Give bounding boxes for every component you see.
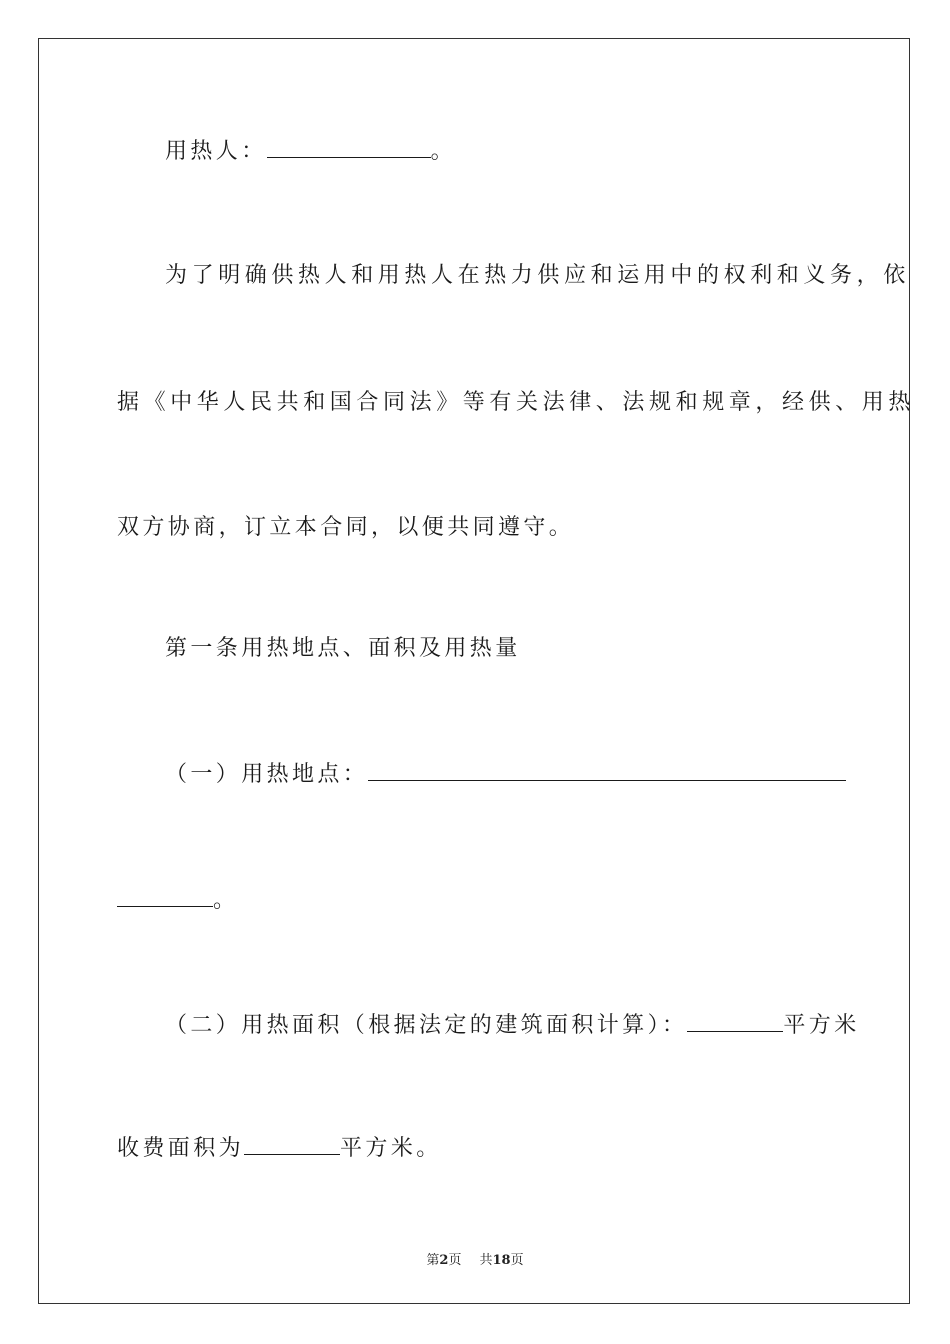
item2-unit: 平方米 <box>783 1013 860 1038</box>
item2-label: （二）用热面积（根据法定的建筑面积计算）： <box>165 1013 688 1038</box>
page-footer <box>39 1249 911 1268</box>
heat-location-blank <box>368 762 846 781</box>
heat-user-label: 用热人： <box>165 139 267 164</box>
fee-area-blank <box>244 1136 340 1155</box>
item2-line <box>165 1012 860 1040</box>
page-number: 2 <box>439 1253 449 1268</box>
item1-line <box>165 761 846 789</box>
total-prefix: 共 <box>479 1253 493 1268</box>
item1-end: 。 <box>213 888 239 913</box>
page-suffix: 页 <box>448 1253 462 1268</box>
page-total: 18 <box>492 1253 511 1268</box>
heat-location-blank-cont <box>117 888 213 907</box>
fee-area-unit: 平方米。 <box>340 1136 442 1161</box>
item1-label: （一）用热地点： <box>165 762 369 787</box>
heat-area-blank <box>687 1013 783 1032</box>
fee-area-line <box>117 1135 442 1163</box>
paragraph-line: 双方协商，订立本合同，以便共同遵守。 <box>117 515 575 540</box>
page-prefix: 第 <box>426 1253 440 1268</box>
total-suffix: 页 <box>510 1253 524 1268</box>
item1-continuation <box>117 887 238 915</box>
heat-user-line <box>165 138 456 166</box>
heat-user-blank <box>267 139 431 158</box>
paragraph-line: 为了明确供热人和用热人在热力供应和运用中的权利和义务，依 <box>165 263 910 288</box>
article-heading: 第一条用热地点、面积及用热量 <box>165 636 521 661</box>
fee-area-label: 收费面积为 <box>117 1136 245 1161</box>
heat-user-end: 。 <box>430 139 457 164</box>
paragraph-line: 据《中华人民共和国合同法》等有关法律、法规和规章，经供、用热 <box>117 390 916 415</box>
document-page <box>38 38 916 1304</box>
